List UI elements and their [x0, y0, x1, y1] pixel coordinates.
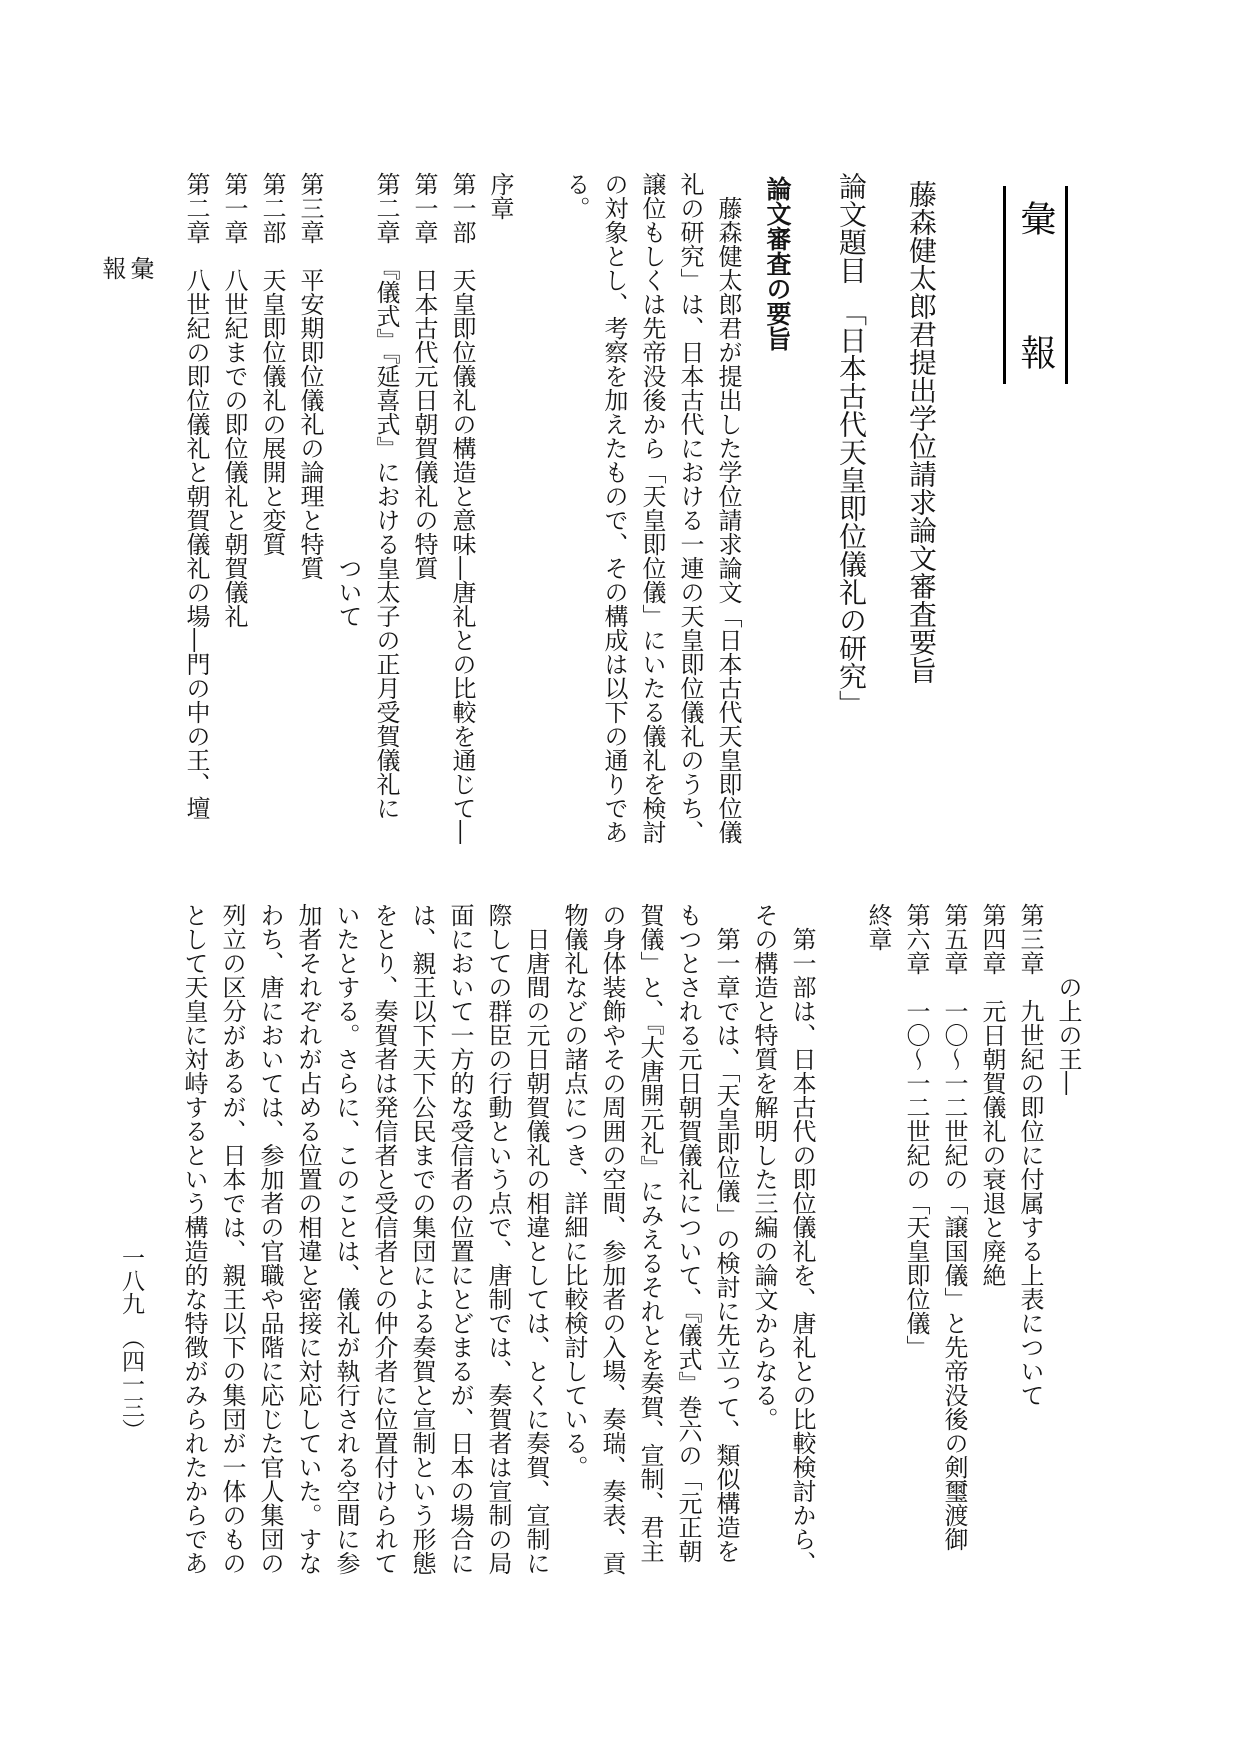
text-column: 日唐間の元日朝賀儀礼の相違としては、とくに奏賀、宣制に	[522, 903, 550, 1575]
text-column: 論文審査の要旨	[763, 176, 792, 351]
running-head: 彙 報	[98, 256, 154, 304]
text-column: として天皇に対峙するという構造的な特徴がみられたからであ	[180, 903, 208, 1575]
text-column: 第一部 天皇即位儀礼の構造と意味―唐礼との比較を通じて―	[448, 172, 476, 844]
text-column: の上の王―	[1054, 903, 1082, 1095]
page-number: 一八九 （四一三）	[118, 1246, 144, 1442]
bottom-text-block	[175, 903, 1087, 1603]
text-column: は、親王以下天下公民までの集団による奏賀と宣制という形態	[408, 903, 436, 1575]
text-column: 序章	[486, 172, 514, 220]
text-column: 第一部は、日本古代の即位儀礼を、唐礼との比較検討から、	[788, 903, 816, 1575]
text-column: 際しての群臣の行動という点で、唐制では、奏賀者は宣制の局	[484, 903, 512, 1575]
text-column: 第四章 元日朝賀儀礼の衰退と廃絶	[978, 903, 1006, 1287]
masthead-title: 彙報	[1003, 186, 1068, 384]
text-column: 礼の研究」は、日本古代における一連の天皇即位儀礼のうち、	[676, 172, 704, 844]
text-column: その構造と特質を解明した三編の論文からなる。	[750, 903, 778, 1431]
text-column: 第五章 一〇〜一二世紀の「譲国儀」と先帝没後の剣璽渡御	[940, 903, 968, 1551]
text-column: 物儀礼などの諸点につき、詳細に比較検討している。	[560, 903, 588, 1479]
text-column: 第一章 日本古代元日朝賀儀礼の特質	[410, 172, 438, 580]
top-text-block	[177, 172, 947, 868]
text-column: 藤森健太郎君提出学位請求論文審査要旨	[905, 180, 938, 684]
text-column: 第一章では、「天皇即位儀」の検討に先立って、類似構造を	[712, 903, 740, 1563]
text-column: 終章	[864, 903, 892, 951]
text-column: 賀儀」と、『大唐開元礼』にみえるそれとを奏賀、宣制、君主	[636, 903, 664, 1563]
text-column: もつとされる元日朝賀儀礼について、『儀式』巻六の「元正朝	[674, 903, 702, 1563]
text-column: わち、唐においては、参加者の官職や品階に応じた官人集団の	[256, 903, 284, 1575]
text-column: 加者それぞれが占める位置の相違と密接に対応していた。すな	[294, 903, 322, 1575]
text-column: 第二章 『儀式』『延喜式』における皇太子の正月受賀儀礼に	[372, 172, 400, 820]
text-column: 論文題目 「日本古代天皇即位儀礼の研究」	[835, 172, 868, 718]
text-column: をとり、奏賀者は発信者と受信者との仲介者に位置付けられて	[370, 903, 398, 1575]
text-column: 第三章 平安期即位儀礼の論理と特質	[296, 172, 324, 580]
text-column: 第六章 一〇〜一二世紀の「天皇即位儀」	[902, 903, 930, 1359]
text-column: の身体装飾やその周囲の空間、参加者の入場、奏瑞、奏表、貢	[598, 903, 626, 1575]
text-column: 譲位もしくは先帝没後から「天皇即位儀」にいたる儀礼を検討	[638, 172, 666, 844]
text-column: ついて	[334, 172, 362, 628]
text-column: 藤森健太郎君が提出した学位請求論文「日本古代天皇即位儀	[714, 172, 742, 844]
text-column: 第一章 八世紀までの即位儀礼と朝賀儀礼	[220, 172, 248, 628]
column-gap	[519, 172, 557, 868]
text-column: 第二部 天皇即位儀礼の展開と変質	[258, 172, 286, 556]
text-column: 列立の区分があるが、日本では、親王以下の集団が一体のもの	[218, 903, 246, 1575]
text-column: 面において一方的な受信者の位置にとどまるが、日本の場合に	[446, 903, 474, 1575]
column-gap	[821, 903, 859, 1603]
text-column: る。	[562, 172, 590, 220]
text-column: いたとする。さらに、このことは、儀礼が執行される空間に参	[332, 903, 360, 1575]
text-column: の対象とし、考察を加えたもので、その構成は以下の通りであ	[600, 172, 628, 844]
text-column: 第二章 八世紀の即位儀礼と朝賀儀礼の場―門の中の王、壇	[182, 172, 210, 820]
text-column: 第三章 九世紀の即位に付属する上表について	[1016, 903, 1044, 1407]
